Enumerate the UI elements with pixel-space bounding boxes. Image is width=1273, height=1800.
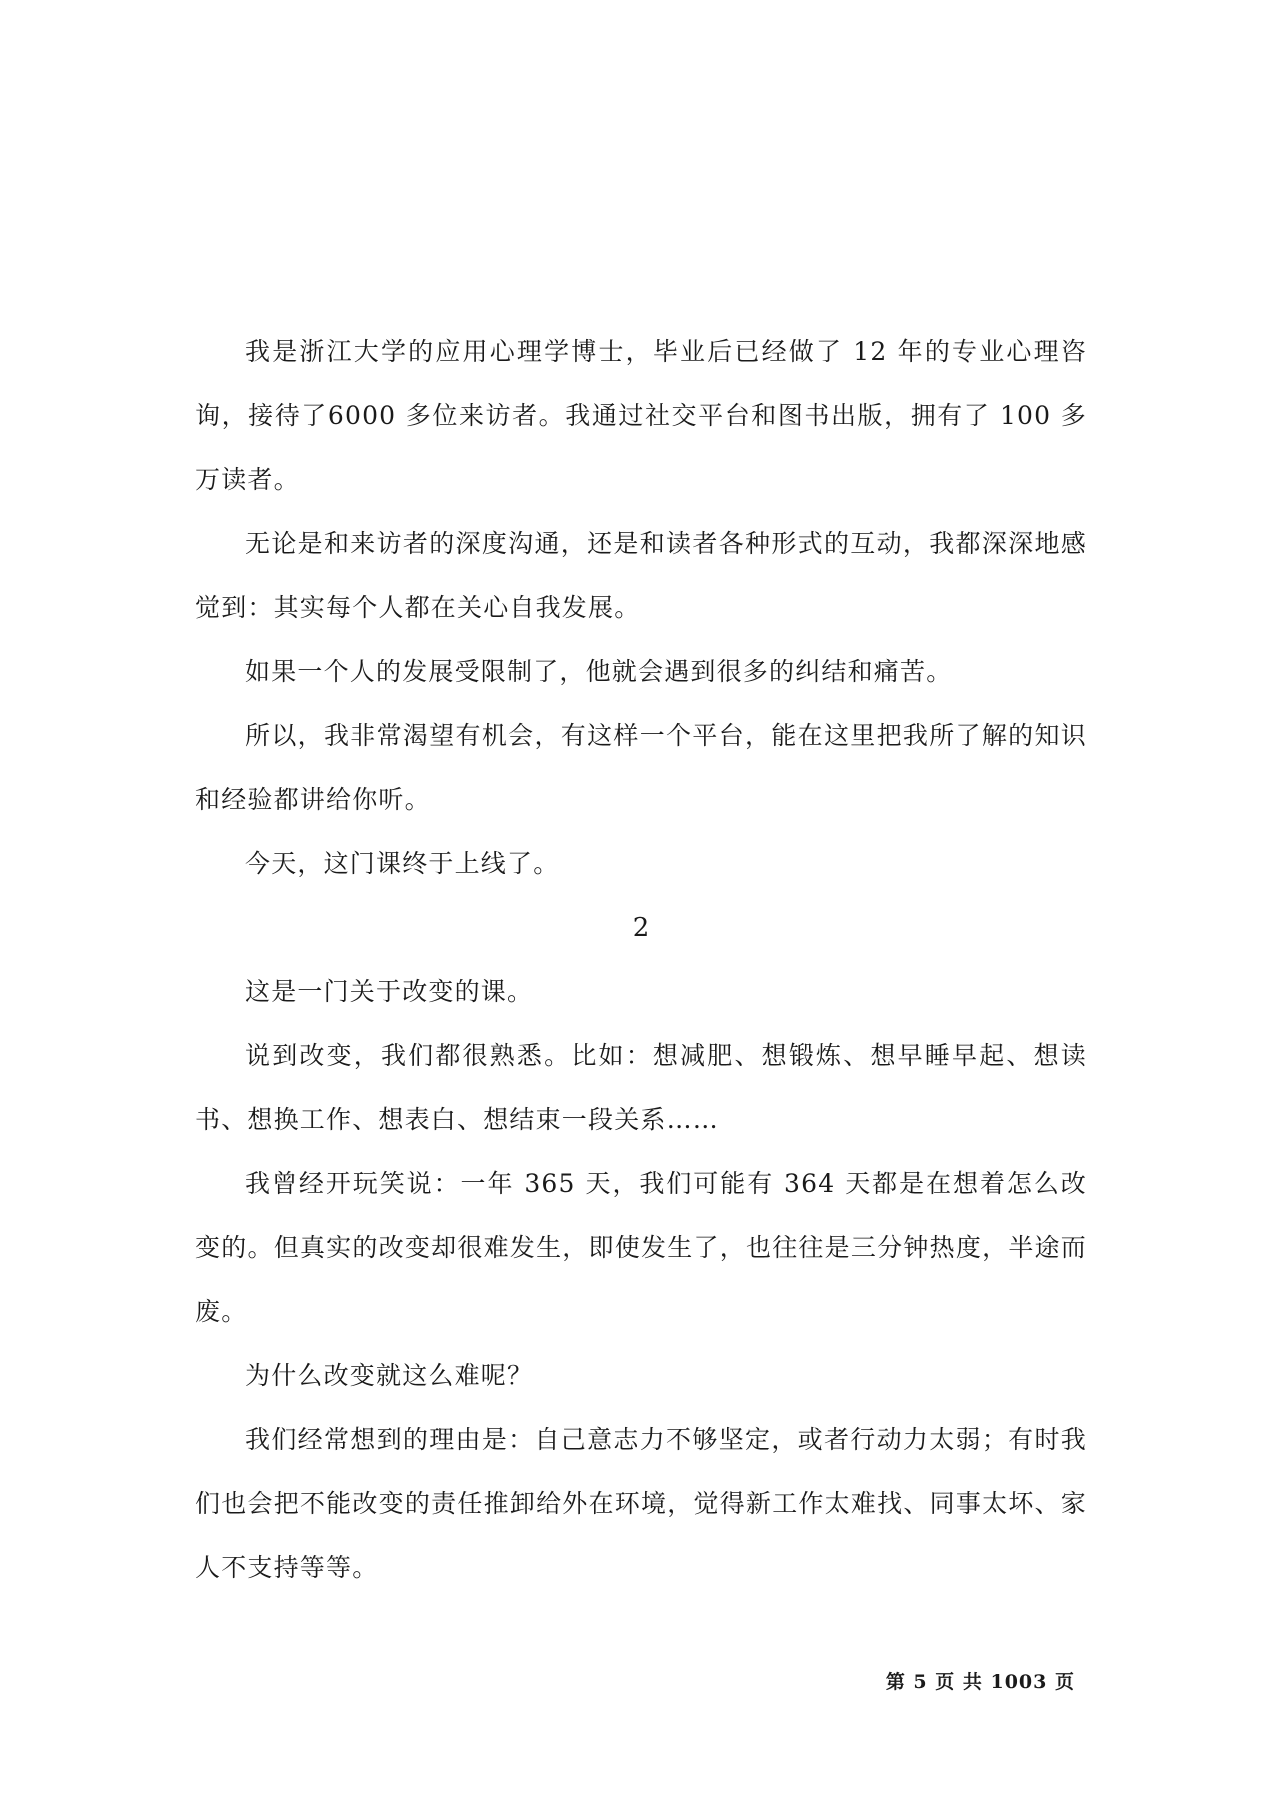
paragraph-course-online: 今天，这门课终于上线了。 xyxy=(245,849,560,878)
document-body xyxy=(195,320,1087,1600)
paragraph-change-examples: 说到改变，我们都很熟悉。比如：想减肥、想锻炼、想早睡早起、想读书、想换工作、想表白、想结束一段关系…… xyxy=(195,1041,1087,1134)
paragraph-platform: 所以，我非常渴望有机会，有这样一个平台，能在这里把我所了解的知识和经验都讲给你听。 xyxy=(195,721,1087,814)
paragraph-intro: 我是浙江大学的应用心理学博士，毕业后已经做了 12 年的专业心理咨询，接待了6000 多位来访者。我通过社交平台和图书出版，拥有了 100 多万读者。 xyxy=(195,337,1087,494)
paragraph-365-days: 我曾经开玩笑说：一年 365 天，我们可能有 364 天都是在想着怎么改变的。但真实的改变却很难发生，即使发生了，也往往是三分钟热度，半途而废。 xyxy=(195,1169,1087,1326)
paragraph-self-development: 无论是和来访者的深度沟通，还是和读者各种形式的互动，我都深深地感觉到：其实每个人都在关心自我发展。 xyxy=(195,529,1087,622)
paragraph-course-about-change: 这是一门关于改变的课。 xyxy=(245,977,534,1006)
page-number-footer: 第 5 页 共 1003 页 xyxy=(885,1671,1075,1693)
paragraph-why-hard: 为什么改变就这么难呢？ xyxy=(245,1361,534,1390)
paragraph-pain: 如果一个人的发展受限制了，他就会遇到很多的纠结和痛苦。 xyxy=(245,657,953,686)
paragraph-reasons: 我们经常想到的理由是：自己意志力不够坚定，或者行动力太弱；有时我们也会把不能改变的责任推卸给外在环境，觉得新工作太难找、同事太坏、家人不支持等等。 xyxy=(195,1425,1087,1582)
section-number: 2 xyxy=(632,913,650,943)
